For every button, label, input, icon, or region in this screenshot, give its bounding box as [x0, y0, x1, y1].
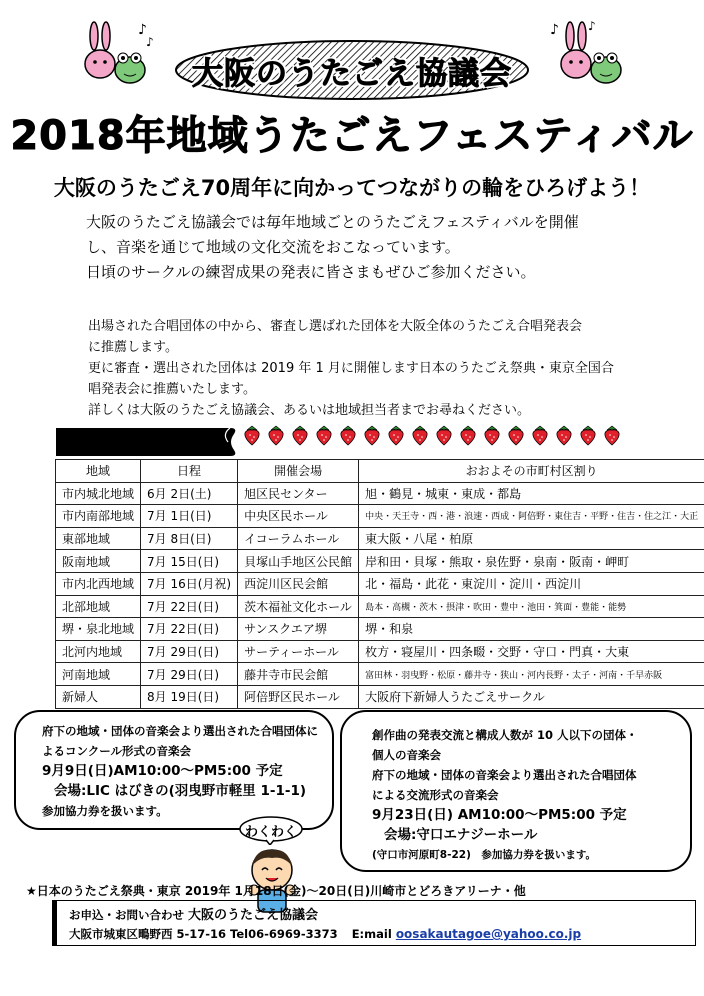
venue-cell: 茨木福祉文化ホール [238, 595, 359, 618]
area-cell: 枚方・寝屋川・四条畷・交野・守口・門真・大東 [359, 640, 704, 663]
strawberry-icon [290, 424, 310, 446]
column-header-date: 日程 [141, 460, 238, 483]
region-cell: 市内南部地域 [56, 505, 141, 528]
national-festival-note: ★日本のうたごえ祭典・東京 2019年 1月18日(金)～20日(日)川崎市とどろきアリーナ・他 [26, 884, 526, 898]
date-cell: 8月 19日(日) [141, 685, 238, 708]
strawberry-icon [410, 424, 430, 446]
svg-text:♪: ♪ [146, 35, 154, 49]
table-row [56, 595, 704, 618]
details-line: 唱発表会に推薦いたします。 [88, 382, 256, 397]
date-cell: 7月 22日(日) [141, 618, 238, 641]
area-cell: 大阪府下新婦人うたごえサークル [359, 685, 704, 708]
regional-concert-table [55, 459, 704, 709]
date-cell: 6月 2日(土) [141, 482, 238, 505]
table-row [56, 550, 704, 573]
strawberry-icon [482, 424, 502, 446]
date-cell: 7月 1日(日) [141, 505, 238, 528]
date-cell: 7月 16日(月祝) [141, 572, 238, 595]
region-cell: 河南地域 [56, 663, 141, 686]
region-cell: 市内北西地域 [56, 572, 141, 595]
details-line: 出場された合唱団体の中から、審査し選ばれた団体を大阪全体のうたごえ合唱発表会 [88, 319, 583, 334]
festival-title: 2018年地域うたごえフェスティバル [10, 113, 694, 159]
details-line: に推薦します。 [88, 340, 178, 355]
exchange-description: 個人の音楽会 [372, 748, 441, 762]
region-cell: 北部地域 [56, 595, 141, 618]
rabbit-frog-mascot-icon [78, 18, 158, 98]
intro-line: 大阪のうたごえ協議会では毎年地域ごとのうたごえフェスティバルを開催 [86, 213, 579, 231]
exchange-description: による交流形式の音楽会 [372, 788, 499, 802]
organization-name: 大阪のうたごえ協議会 [192, 55, 512, 92]
area-cell: 堺・和泉 [359, 618, 704, 641]
bubble-text: わくわく [244, 825, 297, 840]
speech-bubble [238, 815, 304, 845]
venue-cell: 西淀川区民会館 [238, 572, 359, 595]
date-cell: 7月 29日(日) [141, 663, 238, 686]
intro-line: し、音楽を通じて地域の文化交流をおこなっています。 [86, 238, 460, 256]
contest-ticket-note: 参加協力券を扱います。 [42, 804, 168, 818]
table-row [56, 663, 704, 686]
contest-description: よるコンクール形式の音楽会 [42, 744, 192, 758]
strawberry-icon [530, 424, 550, 446]
date-cell: 7月 22日(日) [141, 595, 238, 618]
exchange-description: 府下の地域・団体の音楽会より選出された合唱団体 [372, 768, 637, 782]
column-header-region: 地域 [56, 460, 141, 483]
strawberry-icon [578, 424, 598, 446]
svg-text:♪: ♪ [138, 22, 147, 38]
festival-subtitle: 大阪のうたごえ70周年に向かってつながりの輪をひろげよう！ [53, 176, 651, 200]
strawberry-icon [338, 424, 358, 446]
region-cell: 新婦人 [56, 685, 141, 708]
date-cell: 7月 15日(日) [141, 550, 238, 573]
intro-line: 日頃のサークルの練習成果の発表に皆さまもぜひご参加ください。 [86, 263, 536, 281]
venue-cell: 藤井寺市民会館 [238, 663, 359, 686]
contact-organization: 大阪のうたごえ協議会 [188, 908, 319, 923]
organization-banner [172, 38, 532, 102]
strawberry-icon [506, 424, 526, 446]
details-line: 更に審査・選出された団体は 2019 年 1 月に開催します日本のうたごえ祭典・東京全国合 [88, 361, 614, 376]
strawberry-icon [554, 424, 574, 446]
strawberry-icon [242, 424, 262, 446]
contest-concert-box [14, 710, 334, 830]
exchange-address-note: (守口市河原町8-22) 参加協力券を扱います。 [372, 849, 597, 861]
table-row [56, 572, 704, 595]
section-title-banner [52, 424, 240, 458]
date-cell: 7月 29日(日) [141, 640, 238, 663]
venue-cell: 阿倍野区民ホール [238, 685, 359, 708]
venue-cell: 中央区民ホール [238, 505, 359, 528]
strawberry-row [242, 424, 622, 446]
rabbit-frog-mascot-icon [548, 18, 628, 98]
area-cell: 富田林・羽曳野・松原・藤井寺・狭山・河内長野・太子・河南・千早赤阪 [359, 663, 704, 686]
region-cell: 東部地域 [56, 527, 141, 550]
region-cell: 北河内地域 [56, 640, 141, 663]
strawberry-icon [434, 424, 454, 446]
strawberry-icon [602, 424, 622, 446]
contact-box [52, 900, 696, 946]
contact-label: お申込・お問い合わせ [69, 908, 184, 922]
contest-description: 府下の地域・団体の音楽会より選出された合唱団体に [42, 724, 318, 738]
svg-text:♪: ♪ [588, 19, 596, 33]
exchange-datetime: 9月23日(日) AM10:00～PM5:00 予定 [372, 807, 627, 823]
venue-cell: 貝塚山手地区公民館 [238, 550, 359, 573]
exchange-venue: 会場:守口エナジーホール [384, 827, 538, 843]
venue-cell: 旭区民センター [238, 482, 359, 505]
area-cell: 中央・天王寺・西・港・浪速・西成・阿倍野・東住吉・平野・住吉・住之江・大正 [359, 505, 704, 528]
area-cell: 東大阪・八尾・柏原 [359, 527, 704, 550]
selection-details [88, 316, 648, 421]
table-row [56, 640, 704, 663]
intro-text [86, 210, 646, 285]
table-header-row [56, 460, 704, 483]
strawberry-icon [386, 424, 406, 446]
exchange-concert-box [340, 710, 692, 872]
table-row [56, 527, 704, 550]
area-cell: 旭・鶴見・城東・東成・都島 [359, 482, 704, 505]
svg-text:♪: ♪ [550, 22, 559, 38]
area-cell: 北・福島・此花・東淀川・淀川・西淀川 [359, 572, 704, 595]
details-line: 詳しくは大阪のうたごえ協議会、あるいは地域担当者までお尋ねください。 [88, 403, 531, 418]
table-row [56, 685, 704, 708]
venue-cell: サンスクエア堺 [238, 618, 359, 641]
section-title: 地域音楽会 [66, 432, 176, 456]
email-label: E:mail [351, 927, 392, 941]
strawberry-icon [362, 424, 382, 446]
table-row [56, 505, 704, 528]
region-cell: 堺・泉北地域 [56, 618, 141, 641]
contest-datetime: 9月9日(日)AM10:00～PM5:00 予定 [42, 763, 283, 779]
column-header-venue: 開催会場 [238, 460, 359, 483]
region-cell: 阪南地域 [56, 550, 141, 573]
column-header-area: おおよその市町村区割り [359, 460, 704, 483]
area-cell: 島本・高槻・茨木・摂津・吹田・豊中・池田・箕面・豊能・能勢 [359, 595, 704, 618]
venue-cell: イコーラムホール [238, 527, 359, 550]
strawberry-icon [314, 424, 334, 446]
contest-venue: 会場:LIC はびきの(羽曳野市軽里 1-1-1) [54, 783, 307, 799]
date-cell: 7月 8日(日) [141, 527, 238, 550]
exchange-description: 創作曲の発表交流と構成人数が 10 人以下の団体・ [372, 728, 638, 742]
email-link[interactable]: oosakautagoe@yahoo.co.jp [395, 927, 582, 941]
strawberry-icon [266, 424, 286, 446]
region-cell: 市内城北地域 [56, 482, 141, 505]
table-row [56, 482, 704, 505]
table-row [56, 618, 704, 641]
strawberry-icon [458, 424, 478, 446]
contact-address-phone: 大阪市城東区鴫野西 5-17-16 Tel06-6969-3373 [69, 927, 338, 941]
venue-cell: サーティーホール [238, 640, 359, 663]
area-cell: 岸和田・貝塚・熊取・泉佐野・泉南・阪南・岬町 [359, 550, 704, 573]
